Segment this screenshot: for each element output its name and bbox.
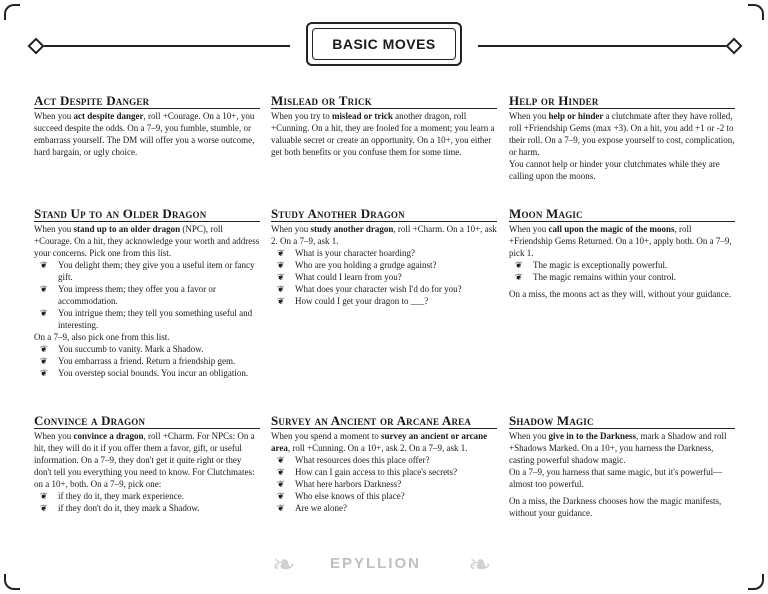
dragon-bullet-icon: ❦ bbox=[277, 284, 285, 294]
move-paragraph bbox=[34, 430, 260, 478]
move-title: Survey an Ancient or Arcane Area bbox=[271, 415, 497, 429]
move-text: You cannot help or hinder your clutchmates while they are calling upon the moons. bbox=[509, 159, 720, 181]
list-item-text: Who else knows of this place? bbox=[295, 491, 405, 501]
move-paragraph bbox=[509, 223, 735, 259]
move-option-list bbox=[34, 343, 260, 379]
move-paragraph bbox=[509, 288, 735, 300]
move-act-despite-danger bbox=[34, 95, 260, 158]
move-trigger-text: convince a dragon bbox=[73, 431, 144, 441]
move-text: When you bbox=[509, 111, 549, 121]
move-text: When you bbox=[271, 224, 311, 234]
list-item-text: How can I gain access to this place's secrets? bbox=[295, 467, 458, 477]
list-item-text: You delight them; they give you a useful item or fancy gift. bbox=[58, 260, 255, 282]
list-item bbox=[271, 271, 497, 283]
move-text: When you bbox=[34, 224, 74, 234]
list-item bbox=[34, 259, 260, 283]
dragon-bullet-icon: ❦ bbox=[277, 491, 285, 501]
dragon-bullet-icon: ❦ bbox=[277, 467, 285, 477]
move-text: , roll +Friendship Gems Returned. On a 10+, apply both. On a 7–9, pick 1. bbox=[509, 224, 732, 258]
move-title: Stand Up to an Older Dragon bbox=[34, 208, 260, 222]
list-item-text: You succumb to vanity. Mark a Shadow. bbox=[58, 344, 204, 354]
dragon-emblem-icon: ❧ bbox=[272, 550, 296, 581]
move-title: Moon Magic bbox=[509, 208, 735, 222]
move-survey-an-ancient-or-arcane-area bbox=[271, 415, 497, 514]
dragon-bullet-icon: ❦ bbox=[515, 260, 523, 270]
move-text: When you try to bbox=[271, 111, 332, 121]
dragon-bullet-icon: ❦ bbox=[277, 455, 285, 465]
move-trigger-text: stand up to an older dragon bbox=[73, 224, 181, 234]
list-item bbox=[34, 490, 260, 502]
list-item-text: You overstep social bounds. You incur an obligation. bbox=[58, 368, 249, 378]
list-item-text: Are we alone? bbox=[295, 503, 347, 513]
page-corner-ornament bbox=[748, 4, 764, 20]
move-title: Convince a Dragon bbox=[34, 415, 260, 429]
list-item-text: The magic is exceptionally powerful. bbox=[533, 260, 668, 270]
list-item-text: The magic remains within your control. bbox=[533, 272, 676, 282]
list-item-text: if they don't do it, they mark a Shadow. bbox=[58, 503, 200, 513]
move-title: Mislead or Trick bbox=[271, 95, 497, 109]
move-title: Help or Hinder bbox=[509, 95, 735, 109]
list-item bbox=[34, 283, 260, 307]
move-text: , roll +Cunning. On a 10+, ask 2. On a 7–9, ask 1. bbox=[287, 443, 468, 453]
list-item bbox=[34, 307, 260, 331]
move-paragraph bbox=[509, 466, 735, 490]
dragon-bullet-icon: ❦ bbox=[277, 248, 285, 258]
move-text: (NPC), roll +Courage. On a hit, they acknowledge your worth and address your concerns. Pick one from this list. bbox=[34, 224, 260, 258]
page-title-frame bbox=[306, 22, 462, 66]
move-text: another dragon, roll +Cunning. On a hit, they are fooled for a moment; you learn a valuable secret or create an opportunity. On a 10+, you either get both benefits or you confuse them for some time. bbox=[271, 111, 495, 157]
move-paragraph bbox=[34, 110, 260, 158]
list-item bbox=[34, 343, 260, 355]
list-item bbox=[271, 283, 497, 295]
move-option-list bbox=[509, 259, 735, 283]
list-item bbox=[271, 478, 497, 490]
list-item bbox=[509, 259, 735, 271]
dragon-bullet-icon: ❦ bbox=[40, 344, 48, 354]
move-moon-magic bbox=[509, 208, 735, 300]
move-paragraph bbox=[34, 478, 260, 490]
dragon-emblem-icon: ❧ bbox=[468, 550, 492, 581]
move-shadow-magic bbox=[509, 415, 735, 519]
move-mislead-or-trick bbox=[271, 95, 497, 158]
move-text: When you bbox=[34, 431, 74, 441]
move-option-list bbox=[34, 259, 260, 331]
header-rule-cap bbox=[726, 38, 743, 55]
list-item bbox=[509, 271, 735, 283]
move-text: When you spend a moment to bbox=[271, 431, 381, 441]
move-text: On a 7–9, you harness that same magic, but it's powerful—almost too powerful. bbox=[509, 467, 723, 489]
move-trigger-text: call upon the magic of the moons bbox=[548, 224, 675, 234]
list-item-text: You embarrass a friend. Return a friendship gem. bbox=[58, 356, 236, 366]
move-text: When you bbox=[509, 224, 549, 234]
dragon-bullet-icon: ❦ bbox=[277, 272, 285, 282]
dragon-bullet-icon: ❦ bbox=[40, 308, 48, 318]
dragon-bullet-icon: ❦ bbox=[40, 368, 48, 378]
move-option-list bbox=[271, 247, 497, 307]
list-item bbox=[271, 259, 497, 271]
move-text: on a 10+, both. On a 7–9, pick one: bbox=[34, 479, 162, 489]
dragon-bullet-icon: ❦ bbox=[515, 272, 523, 282]
move-paragraph bbox=[34, 331, 260, 343]
move-title: Act Despite Danger bbox=[34, 95, 260, 109]
move-help-or-hinder bbox=[509, 95, 735, 182]
list-item-text: What is your character hoarding? bbox=[295, 248, 415, 258]
move-text: , roll +Charm. On a 10+, ask 2. On a 7–9, ask 1. bbox=[271, 224, 497, 246]
list-item bbox=[34, 355, 260, 367]
header-rule-left bbox=[34, 45, 290, 47]
list-item-text: What does your character wish I'd do for you? bbox=[295, 284, 462, 294]
list-item bbox=[271, 502, 497, 514]
move-trigger-text: act despite danger bbox=[73, 111, 144, 121]
list-item bbox=[34, 502, 260, 514]
move-text: , roll +Charm. For NPCs: On a hit, they will do it if you offer them a favor, gift, or useful information. On a 7–9, they don't get it quite right or they don't tell you everything you need to know. For Clutchmates: bbox=[34, 431, 255, 477]
list-item-text: You intrigue them; they tell you something useful and interesting. bbox=[58, 308, 253, 330]
list-item-text: Who are you holding a grudge against? bbox=[295, 260, 437, 270]
list-item bbox=[271, 247, 497, 259]
move-paragraph bbox=[509, 430, 735, 466]
move-text: On a miss, the Darkness chooses how the magic manifests, without your guidance. bbox=[509, 496, 722, 518]
move-trigger-text: study another dragon bbox=[310, 224, 394, 234]
move-text: When you bbox=[34, 111, 74, 121]
move-text: , mark a Shadow and roll +Shadows Marked. On a 10+, you harness the Darkness, casting powerful shadow magic. bbox=[509, 431, 727, 465]
move-study-another-dragon bbox=[271, 208, 497, 307]
page-corner-ornament bbox=[4, 574, 20, 590]
move-paragraph bbox=[271, 430, 497, 454]
move-paragraph bbox=[509, 158, 735, 182]
dragon-bullet-icon: ❦ bbox=[277, 260, 285, 270]
move-text: On a miss, the moons act as they will, without your guidance. bbox=[509, 289, 731, 299]
dragon-bullet-icon: ❦ bbox=[277, 479, 285, 489]
list-item-text: What here harbors Darkness? bbox=[295, 479, 402, 489]
list-item-text: if they do it, they mark experience. bbox=[58, 491, 184, 501]
move-title: Study Another Dragon bbox=[271, 208, 497, 222]
page-corner-ornament bbox=[748, 574, 764, 590]
list-item-text: What resources does this place offer? bbox=[295, 455, 430, 465]
dragon-bullet-icon: ❦ bbox=[40, 260, 48, 270]
list-item bbox=[34, 367, 260, 379]
list-item-text: How could I get your dragon to ___? bbox=[295, 296, 429, 306]
dragon-bullet-icon: ❦ bbox=[40, 284, 48, 294]
move-title: Shadow Magic bbox=[509, 415, 735, 429]
dragon-bullet-icon: ❦ bbox=[277, 503, 285, 513]
dragon-bullet-icon: ❦ bbox=[40, 503, 48, 513]
dragon-bullet-icon: ❦ bbox=[40, 356, 48, 366]
move-text: When you bbox=[509, 431, 549, 441]
move-paragraph bbox=[34, 223, 260, 259]
list-item bbox=[271, 295, 497, 307]
move-text: , roll +Courage. On a 10+, you succeed despite the odds. On a 7–9, you fumble, stumble, or embarrass yourself. The DM will offer you a worse outcome, hard bargain, or ugly choice. bbox=[34, 111, 255, 157]
header-rule-right bbox=[478, 45, 734, 47]
move-trigger-text: give in to the Darkness bbox=[548, 431, 636, 441]
move-paragraph bbox=[271, 110, 497, 158]
page-title: BASIC MOVES bbox=[332, 36, 436, 52]
footer-brand: EPYLLION bbox=[330, 555, 422, 572]
list-item-text: You impress them; they offer you a favor or accommodation. bbox=[58, 284, 216, 306]
list-item bbox=[271, 466, 497, 478]
move-paragraph bbox=[509, 495, 735, 519]
move-trigger-text: mislead or trick bbox=[332, 111, 393, 121]
list-item-text: What could I learn from you? bbox=[295, 272, 402, 282]
move-trigger-text: survey an ancient or arcane area bbox=[271, 431, 488, 453]
move-option-list bbox=[34, 490, 260, 514]
move-option-list bbox=[271, 454, 497, 514]
move-trigger-text: help or hinder bbox=[548, 111, 604, 121]
move-paragraph bbox=[509, 110, 735, 158]
move-convince-a-dragon bbox=[34, 415, 260, 514]
move-text: On a 7–9, also pick one from this list. bbox=[34, 332, 170, 342]
move-text: a clutchmate after they have rolled, roll +Friendship Gems (max +3). On a hit, you add +1 or -2 to their roll. On a 7–9, you expose yourself to cost, complication, or harm. bbox=[509, 111, 735, 157]
dragon-bullet-icon: ❦ bbox=[40, 491, 48, 501]
list-item bbox=[271, 490, 497, 502]
header-rule-cap bbox=[28, 38, 45, 55]
page-corner-ornament bbox=[4, 4, 20, 20]
move-stand-up-to-an-older-dragon bbox=[34, 208, 260, 379]
list-item bbox=[271, 454, 497, 466]
dragon-bullet-icon: ❦ bbox=[277, 296, 285, 306]
move-paragraph bbox=[271, 223, 497, 247]
